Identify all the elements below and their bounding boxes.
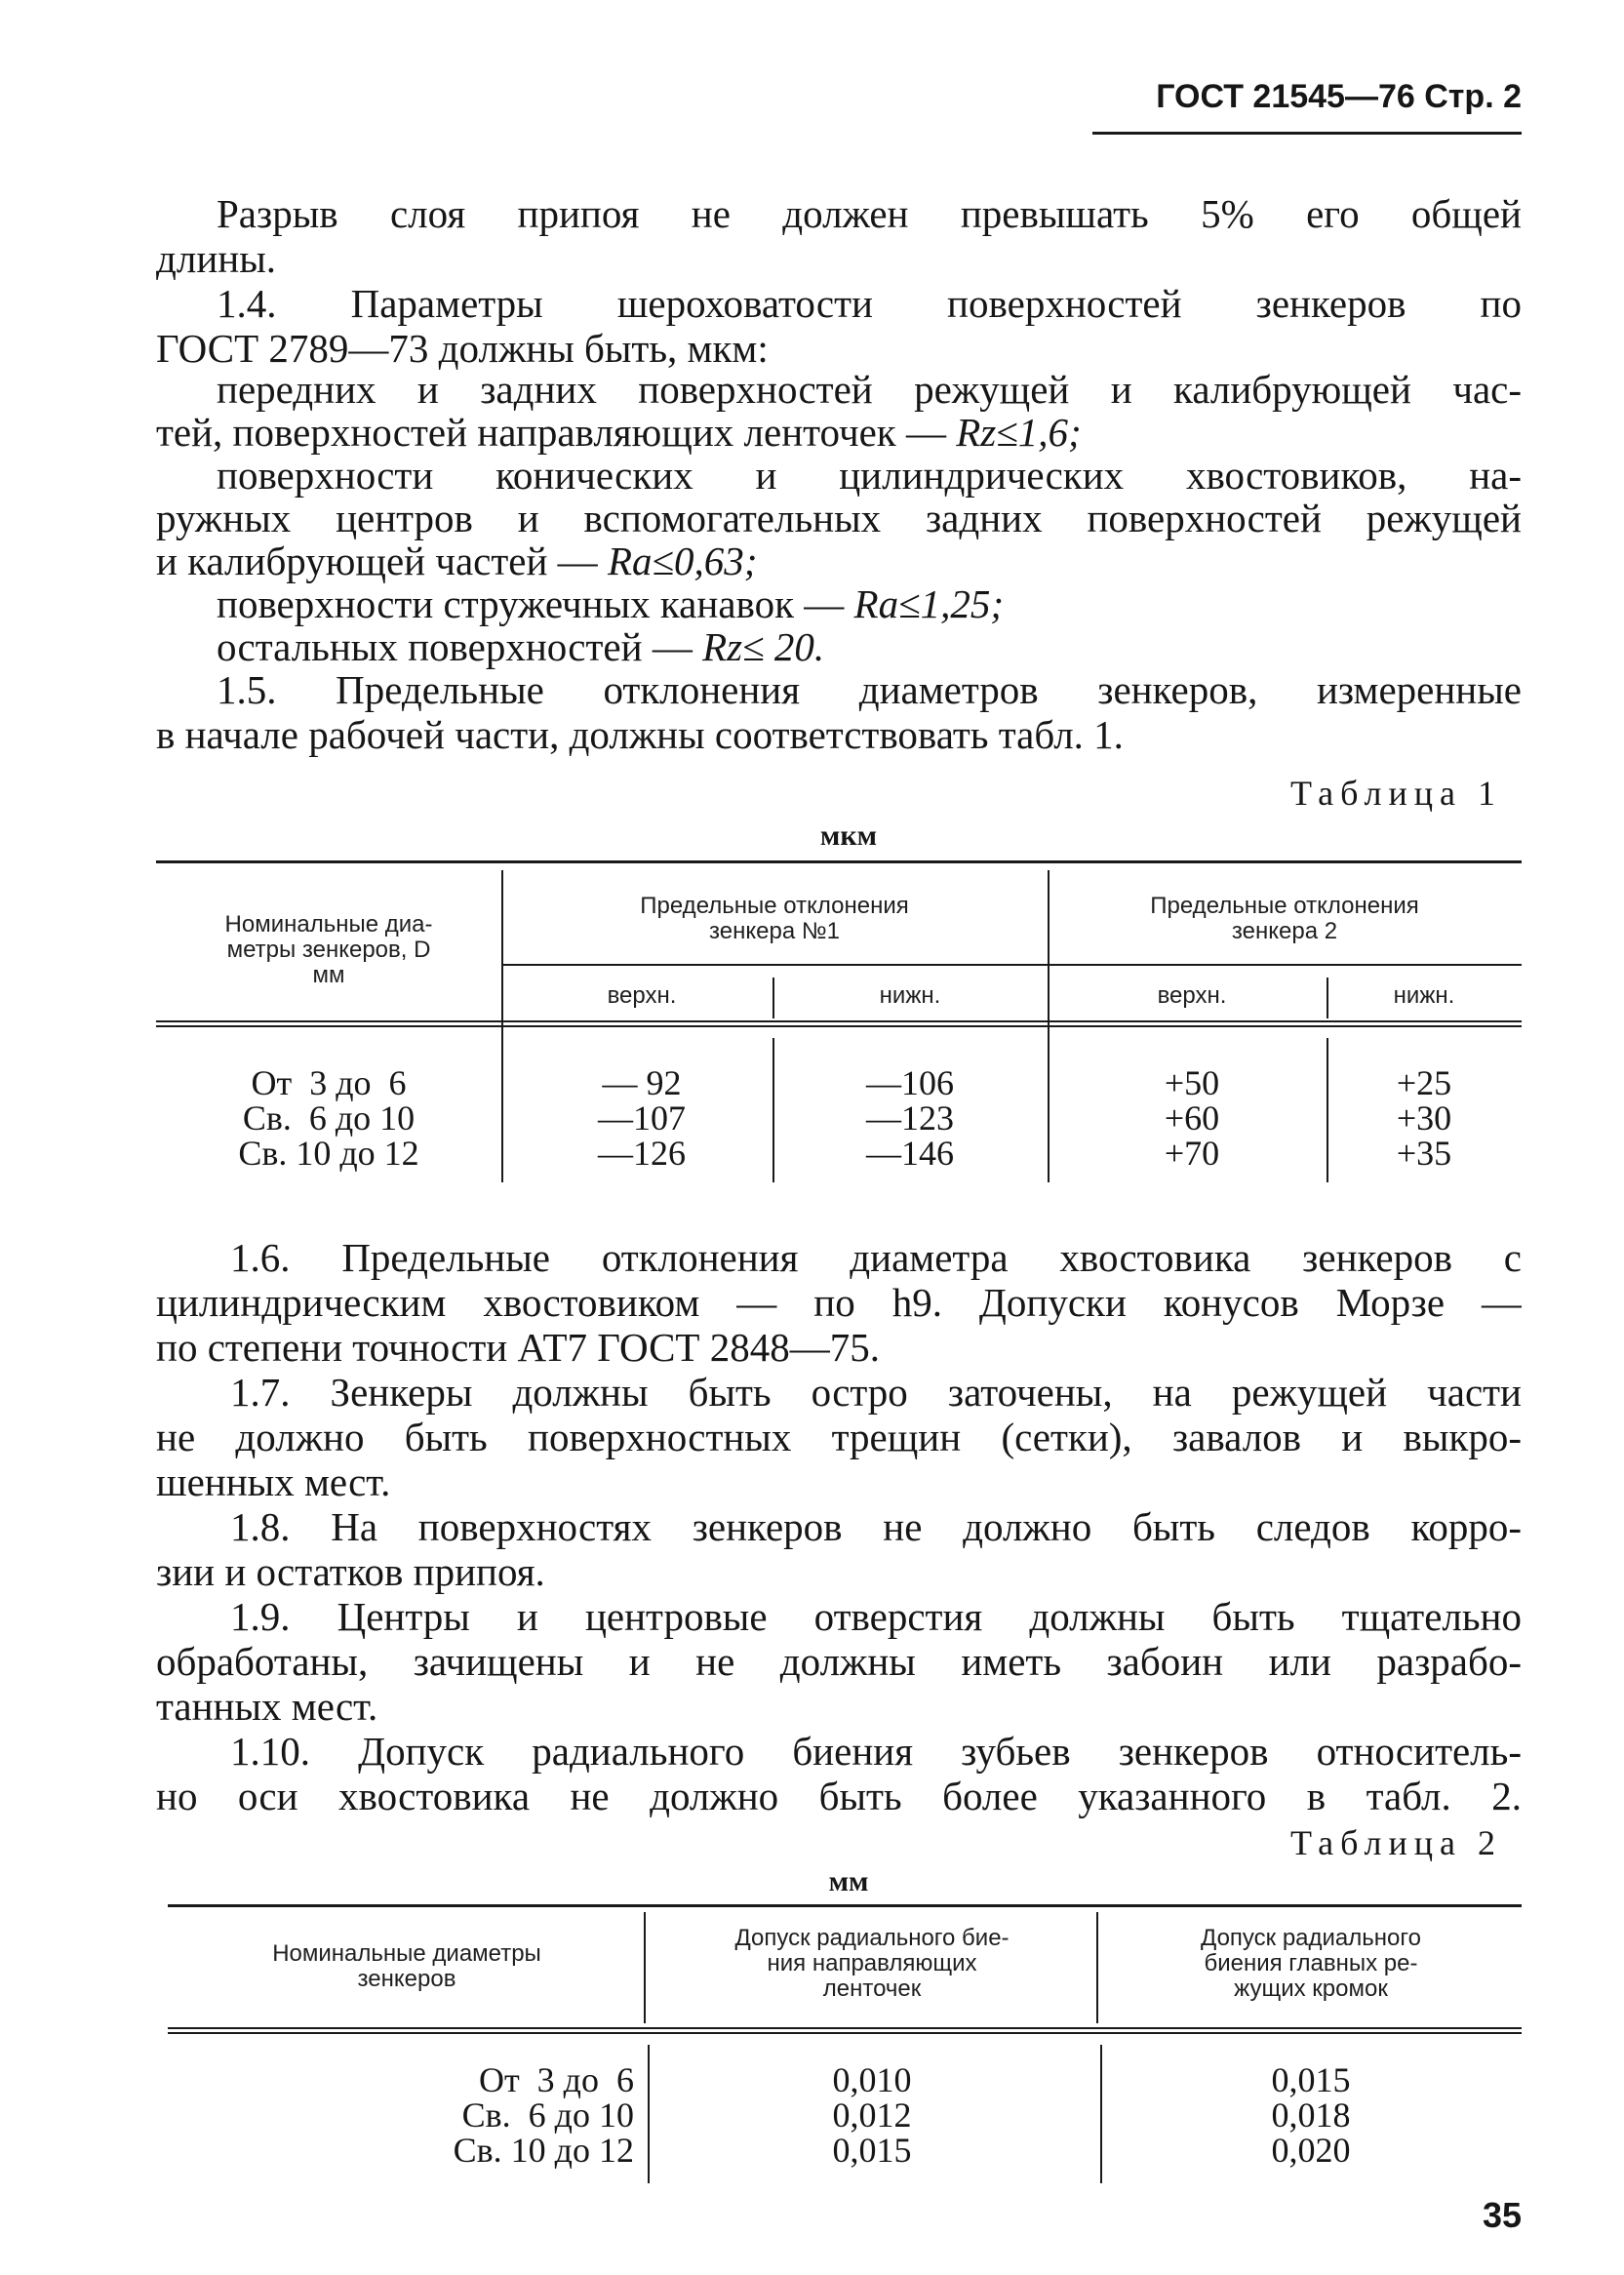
text-line [156, 410, 1522, 455]
table-rule [644, 1912, 646, 2023]
text-line: 1.4. Параметры шероховатости поверхностей зенкеров по [217, 281, 1522, 326]
table-subheader: верхн. [1157, 982, 1227, 1009]
text-fragment: тей, поверхностей направляющих ленточек — [156, 410, 946, 455]
table-cell: +60 [1164, 1098, 1220, 1138]
formula-ra: Ra≤0,63; [607, 539, 758, 583]
text-line: 1.7. Зенкеры должны быть остро заточены, на режущей части [230, 1370, 1522, 1415]
text-line: передних и задних поверхностей режущей и калибрующей час- [217, 367, 1522, 412]
table-cell: +35 [1396, 1134, 1452, 1173]
table-unit: мм [828, 1865, 869, 1897]
table-cell: 0,015 [832, 2131, 912, 2170]
table-cell: 0,015 [1271, 2060, 1351, 2099]
table-cell: —106 [866, 1063, 954, 1102]
text-line: поверхности конических и цилиндрических хвостовиков, на- [217, 453, 1522, 498]
text-line [217, 581, 1522, 626]
text-line [156, 539, 1522, 583]
table-subheader: нижн. [879, 982, 941, 1009]
text-line: не должно быть поверхностных трещин (сетки), завалов и выкро- [156, 1415, 1522, 1459]
text-fragment: остальных поверхностей — [217, 624, 693, 669]
table-header: Предельные отклонения зенкера 2 [1150, 893, 1419, 944]
table-cell: 0,010 [832, 2060, 912, 2099]
table-cell: +50 [1164, 1063, 1220, 1102]
text-line: 1.5. Предельные отклонения диаметров зенкеров, измеренные [217, 667, 1522, 712]
table-cell: —123 [866, 1098, 954, 1138]
table-rule [648, 2045, 650, 2183]
table-cell: Св. 6 до 10 [461, 2095, 634, 2135]
table-subheader: верхн. [607, 982, 677, 1009]
text-line: цилиндрическим хвостовиком — по h9. Допуски конусов Морзе — [156, 1280, 1522, 1325]
page-number: 35 [1482, 2195, 1522, 2235]
table-rule [168, 1904, 1522, 1907]
table-rule [501, 964, 1522, 966]
table-cell: +70 [1164, 1134, 1220, 1173]
text-line: 1.6. Предельные отклонения диаметра хвостовика зенкеров с [230, 1235, 1522, 1280]
table-caption: Таблица 1 [1290, 774, 1502, 813]
text-line: в начале рабочей части, должны соответствовать табл. 1. [156, 712, 1124, 757]
table-header: Номинальные диа- метры зенкеров, D мм [224, 911, 433, 988]
table-rule [156, 1020, 1522, 1027]
table-rule [1096, 1912, 1098, 2023]
table-cell: 0,020 [1271, 2131, 1351, 2170]
table-cell: —107 [598, 1098, 686, 1138]
table-cell: +30 [1396, 1098, 1452, 1138]
formula-rz: Rz≤ 20. [702, 624, 825, 669]
table-cell: От 3 до 6 [251, 1063, 407, 1102]
table-rule [156, 860, 1522, 863]
table-header: Допуск радиального бие- ния направляющих ленточек [734, 1925, 1010, 2002]
table-cell: Св. 6 до 10 [242, 1098, 416, 1138]
table-cell: От 3 до 6 [478, 2060, 634, 2099]
table-rule [1048, 870, 1050, 1182]
table-cell: Св. 10 до 12 [453, 2131, 634, 2170]
header-rule [1092, 132, 1522, 135]
table-rule [501, 870, 503, 1182]
text-line: 1.9. Центры и центровые отверстия должны быть тщательно [230, 1594, 1522, 1639]
text-line: шенных мест. [156, 1459, 391, 1504]
text-line: обработаны, зачищены и не должны иметь забоин или разрабо- [156, 1639, 1522, 1684]
text-line: 1.10. Допуск радиального биения зубьев зенкеров относитель- [230, 1729, 1522, 1774]
table-cell: —126 [598, 1134, 686, 1173]
text-fragment: и калибрующей частей — [156, 539, 598, 583]
text-line: ружных центров и вспомогательных задних поверхностей режущей [156, 496, 1522, 540]
table-cell: —146 [866, 1134, 954, 1173]
formula-rz: Rz≤1,6; [956, 410, 1082, 455]
text-line: длины. [156, 236, 276, 281]
table-cell: 0,018 [1271, 2095, 1351, 2135]
table-rule [168, 2027, 1522, 2034]
table-header: Номинальные диаметры зенкеров [272, 1940, 541, 1992]
table-caption: Таблица 2 [1290, 1823, 1502, 1862]
table-header: Допуск радиального биения главных ре- жущих кромок [1201, 1925, 1421, 2002]
formula-ra: Ra≤1,25; [853, 581, 1004, 626]
table-rule [1100, 2045, 1102, 2183]
table-cell: +25 [1396, 1063, 1452, 1102]
table-subheader: нижн. [1393, 982, 1455, 1009]
table-header: Предельные отклонения зенкера №1 [640, 893, 909, 944]
table-cell: — 92 [602, 1063, 682, 1102]
text-line [217, 624, 1522, 669]
text-line: но оси хвостовика не должно быть более указанного в табл. 2. [156, 1774, 1522, 1818]
text-line: танных мест. [156, 1684, 378, 1729]
text-line: ГОСТ 2789—73 должны быть, мкм: [156, 326, 769, 371]
text-line: по степени точности АТ7 ГОСТ 2848—75. [156, 1325, 880, 1370]
page-header: ГОСТ 21545—76 Стр. 2 [1156, 78, 1522, 115]
text-line: зии и остатков припоя. [156, 1549, 545, 1594]
table-unit: мкм [819, 819, 878, 852]
table-cell: Св. 10 до 12 [238, 1134, 419, 1173]
text-line: Разрыв слоя припоя не должен превышать 5% его общей [217, 191, 1522, 236]
text-line: 1.8. На поверхностях зенкеров не должно быть следов корро- [230, 1504, 1522, 1549]
table-cell: 0,012 [832, 2095, 912, 2135]
text-fragment: поверхности стружечных канавок — [217, 581, 845, 626]
